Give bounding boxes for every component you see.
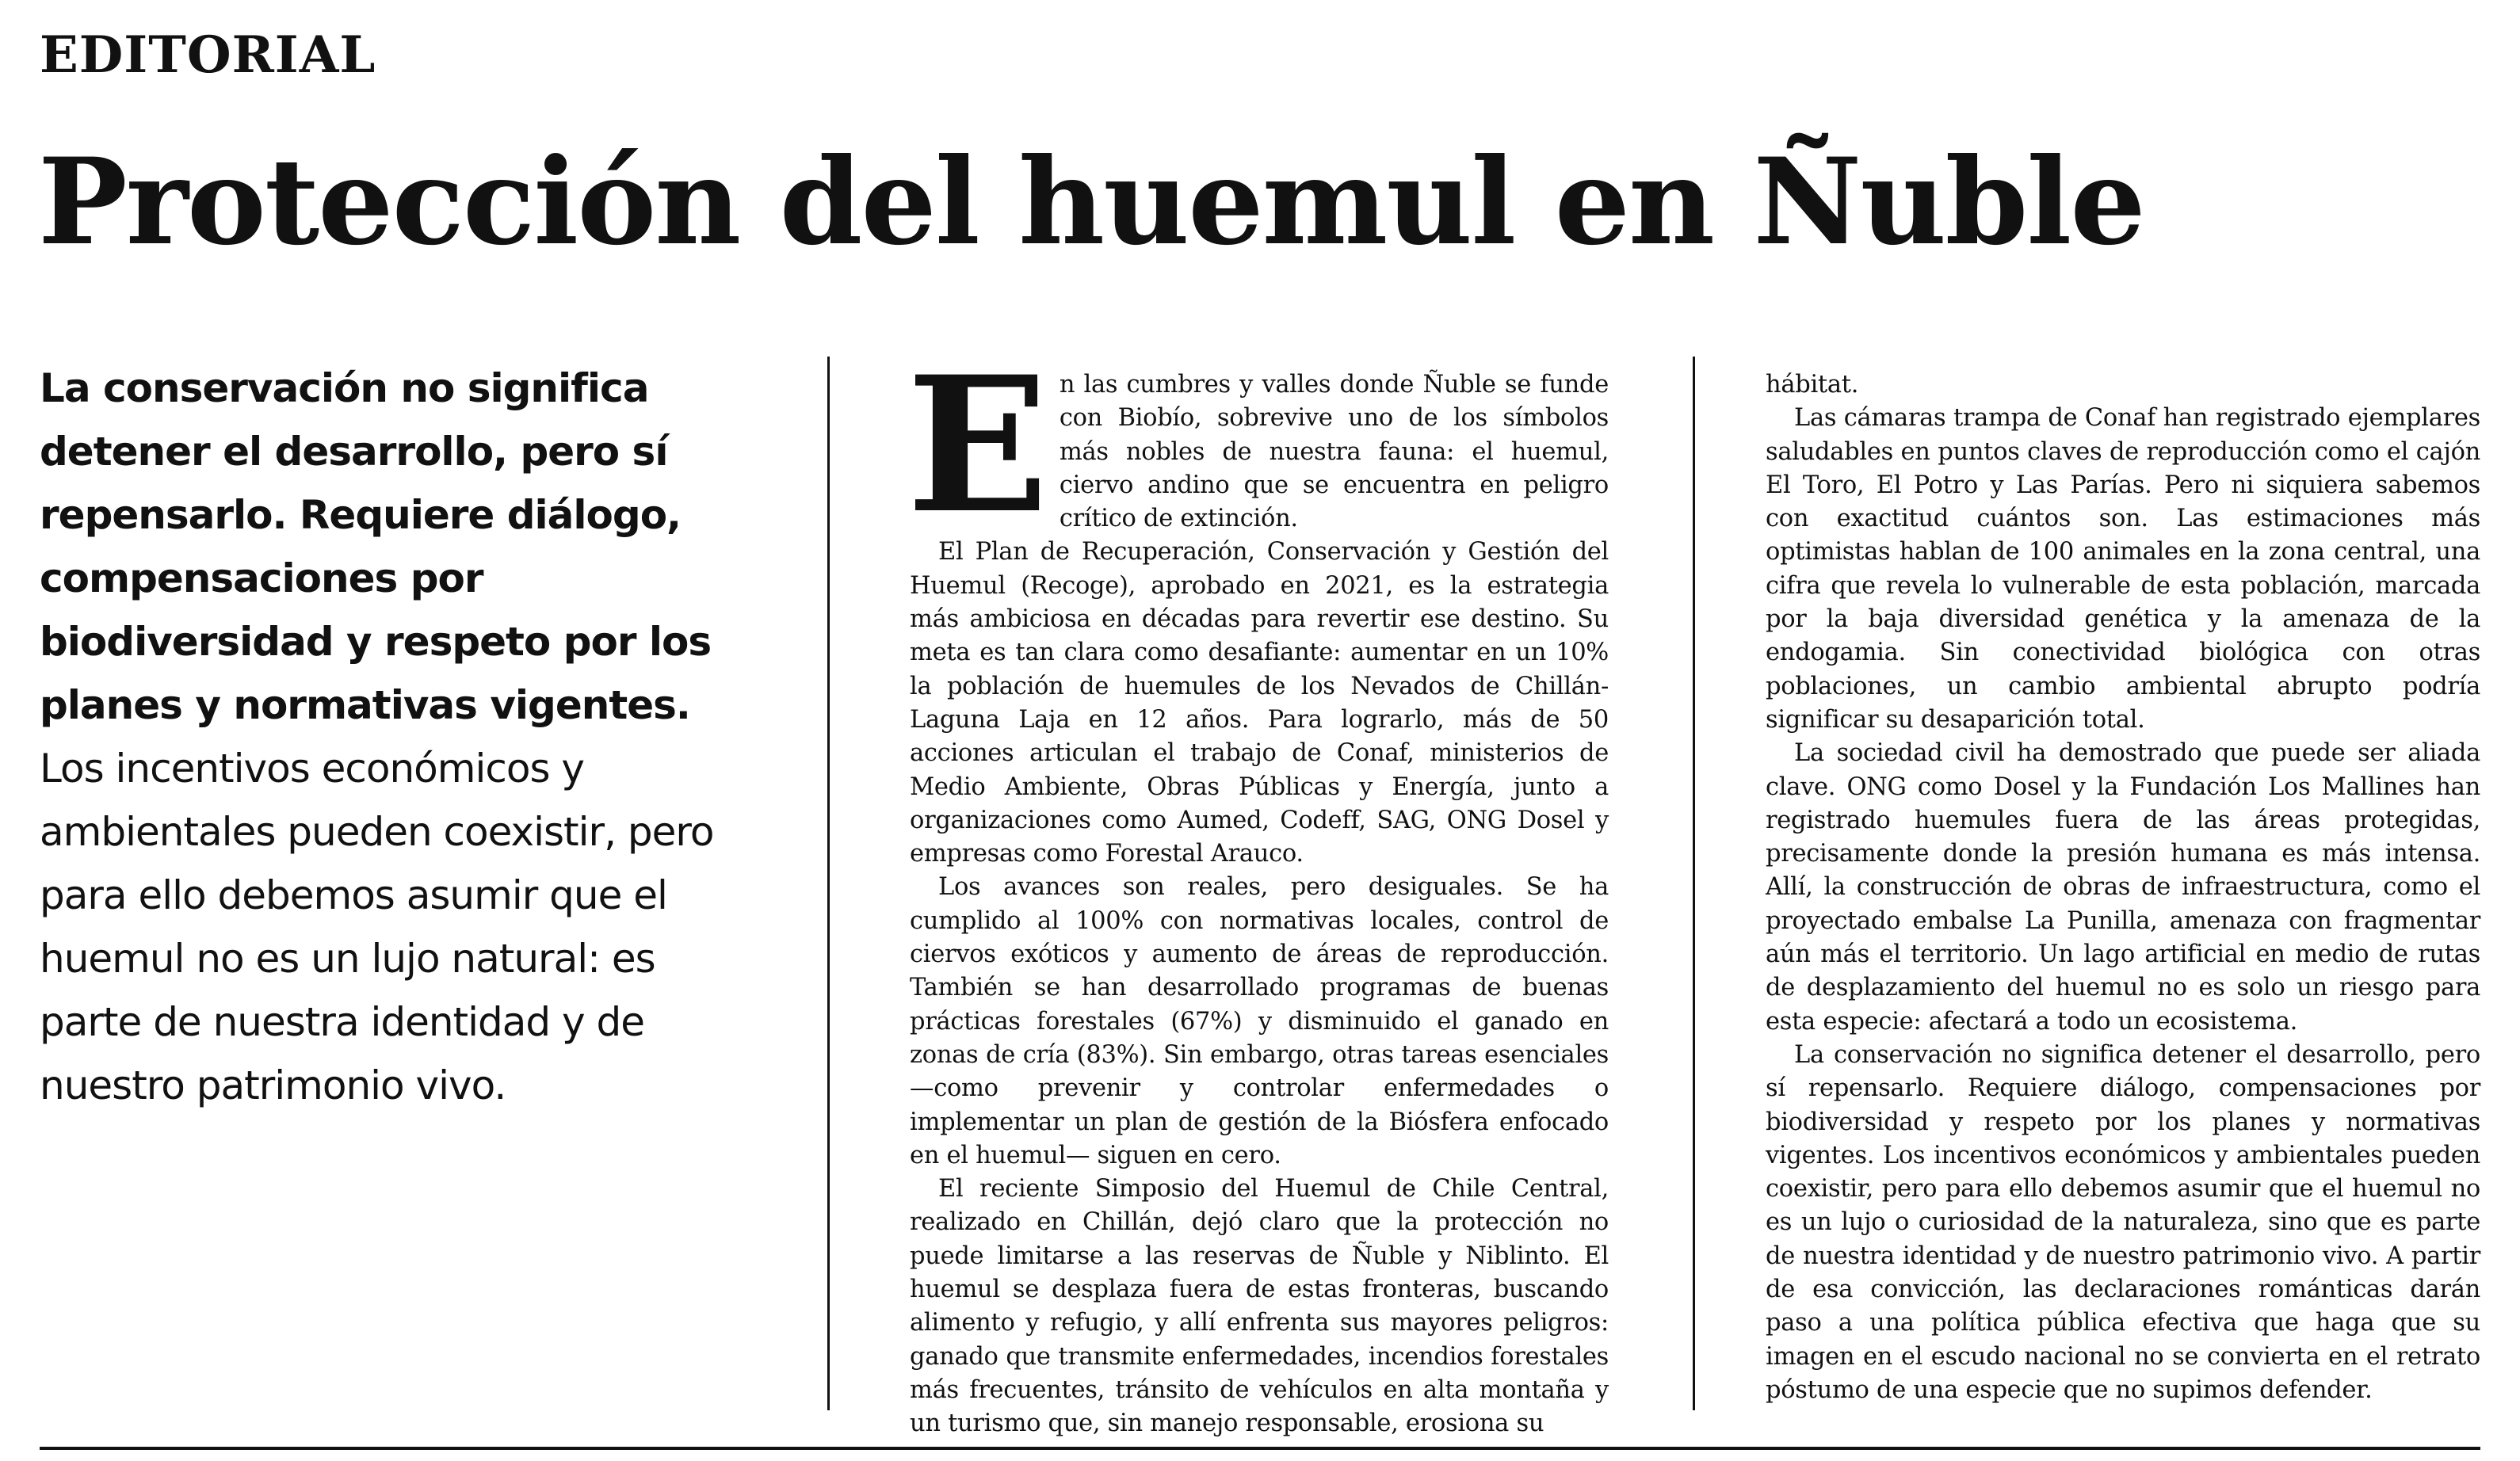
body-paragraph: Los avances son reales, pero desiguales. Se ha cumplido al 100% con normativas locales, control de ciervos exóticos y aumento de áreas de reproducción. También se han desarrollado programas de buenas prácticas forestales (67%) y disminuido el ganado en zonas de cría (83%). Sin embargo, otras tareas esenciales —como prevenir y controlar enfermedades o implementar un plan de gestión de la Biósfera enfocado en el huemul— siguen en cero. — [910, 873, 1609, 1169]
section-label: EDITORIAL — [40, 25, 376, 85]
body-paragraph: El Plan de Recuperación, Conservación y Gestión del Huemul (Recoge), aprobado en 2021, es la estrategia más ambiciosa en décadas para revertir ese destino. Su meta es tan clara como desafiante: aumentar en un 10% la población de huemules de los Nevados de Chillán-Laguna Laja en 12 años. Para lograrlo, más de 50 acciones articulan el trabajo de Conaf, ministerios de Medio Ambiente, Obras Públicas y Energía, junto a organizaciones como Aumed, Codeff, SAG, ONG Dosel y empresas como Forestal Arauco. — [910, 538, 1609, 868]
dek-text: La conservación no significa detener el desarrollo, pero sí repensarlo. Requiere diálogo, compensaciones por biodiversidad y respeto por los planes y normativas vigentes. — [40, 365, 712, 728]
column-divider — [1693, 357, 1695, 1410]
body-paragraph: hábitat. — [1766, 371, 1859, 399]
body-paragraph: Las cámaras trampa de Conaf han registrado ejemplares saludables en puntos claves de reproducción como el cajón El Toro, El Potro y Las Parías. Pero ni siquiera sabemos con exactitud cuántos son. Las estimaciones más optimistas hablan de 100 animales en la zona central, una cifra que revela lo vulnerable de esta población, marcada por la baja diversidad genética y la amenaza de la endogamia. Sin conectividad biológica con otras poblaciones, un cambio ambiental abrupto podría significar su desaparición total. — [1766, 404, 2480, 734]
body-paragraph: El reciente Simposio del Huemul de Chile Central, realizado en Chillán, dejó claro que la protección no puede limitarse a las reservas de Ñuble y Niblinto. El huemul se desplaza fuera de estas fronteras, buscando alimento y refugio, y allí enfrenta sus mayores peligros: ganado que transmite enfermedades, incendios forestales más frecuentes, tránsito de vehículos en alta montaña y un turismo que, sin manejo responsable, erosiona su — [910, 1175, 1609, 1438]
column-divider — [827, 357, 830, 1410]
summary-text: Los incentivos económicos y ambientales pueden coexistir, pero para ello debemos asumir que el huemul no es un lujo natural: es parte de nuestra identidad y de nuestro patrimonio vivo. — [40, 746, 714, 1108]
body-paragraph: En las cumbres y valles donde Ñuble se funde con Biobío, sobrevive uno de los símbolos más nobles de nuestra fauna: el huemul, ciervo andino que se encuentra en peligro crítico de extinción. — [907, 336, 1609, 555]
body-column-1 — [907, 336, 1609, 1438]
body-paragraph: La sociedad civil ha demostrado que puede ser aliada clave. ONG como Dosel y la Fundación Los Mallines han registrado huemules fuera de las áreas protegidas, precisamente donde la presión humana es más intensa. Allí, la construcción de obras de infraestructura, como el proyectado embalse La Punilla, amenaza con fragmentar aún más el territorio. Un lago artificial en medio de rutas de desplazamiento del huemul no es solo un riesgo para esta especie: afectará a todo un ecosistema. — [1766, 739, 2480, 1036]
drop-cap: E — [907, 336, 1048, 555]
summary-column — [40, 357, 753, 1117]
body-column-2 — [1766, 368, 2480, 1422]
body-paragraph: La conservación no significa detener el desarrollo, pero sí repensarlo. Requiere diálogo, compensaciones por biodiversidad y respeto por los planes y normativas vigentes. Los incentivos económicos y ambientales pueden coexistir, pero para ello debemos asumir que el huemul no es un lujo o curiosidad de la naturaleza, sino que es parte de nuestra identidad y de nuestro patrimonio vivo. A partir de esa convicción, las declaraciones románticas darán paso a una política pública efectiva que haga que su imagen en el escudo nacional no se convierta en el retrato póstumo de una especie que no supimos defender. — [1766, 1040, 2480, 1404]
bottom-rule — [40, 1447, 2480, 1450]
page-title: Protección del huemul en Ñuble — [38, 132, 2144, 272]
